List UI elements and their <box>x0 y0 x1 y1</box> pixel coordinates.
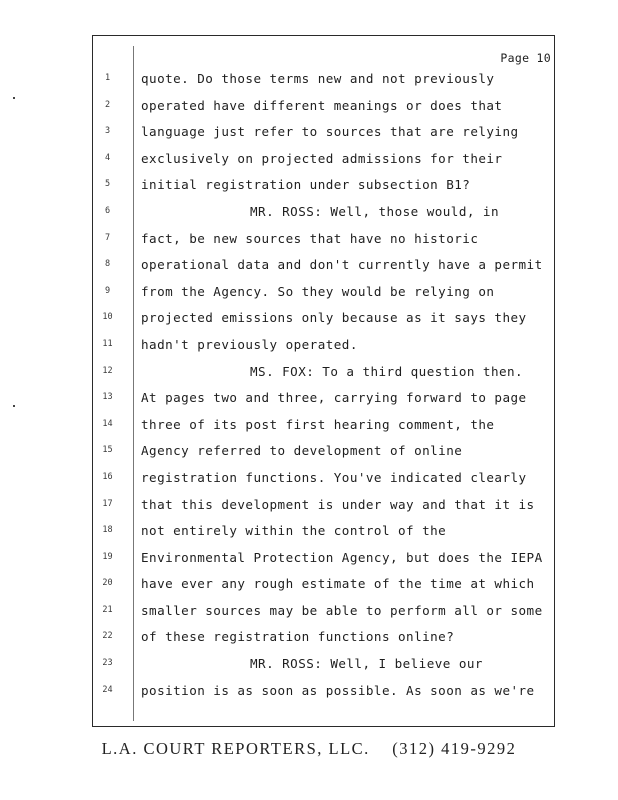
line-number: 13 <box>102 392 113 403</box>
line-number: 23 <box>102 658 113 669</box>
line-text: language just refer to sources that are relying <box>141 124 519 140</box>
transcript-line <box>93 176 554 203</box>
line-text: operated have different meanings or does that <box>141 97 503 113</box>
transcript-line <box>93 203 554 230</box>
line-text: operational data and don't currently have a permit <box>141 257 543 273</box>
line-text: exclusively on projected admissions for their <box>141 150 503 166</box>
line-number: 12 <box>102 365 113 376</box>
scan-speck <box>13 97 15 99</box>
line-text: that this development is under way and that it is <box>141 496 535 512</box>
transcript-page <box>92 35 555 727</box>
line-number: 15 <box>102 445 113 456</box>
transcript-line <box>93 256 554 283</box>
line-text: At pages two and three, carrying forward to page <box>141 390 527 406</box>
line-number: 19 <box>102 551 113 562</box>
transcript-line <box>93 655 554 682</box>
line-text: not entirely within the control of the <box>141 523 447 539</box>
line-number: 20 <box>102 578 113 589</box>
line-text: smaller sources may be able to perform all or some <box>141 602 543 618</box>
transcript-line <box>93 575 554 602</box>
line-text: registration functions. You've indicated clearly <box>141 469 527 485</box>
line-number: 6 <box>104 205 111 216</box>
transcript-line <box>93 336 554 363</box>
line-number: 22 <box>102 631 113 642</box>
speaker-line-text: MS. FOX: To a third question then. <box>250 363 524 379</box>
transcript-line <box>93 442 554 469</box>
transcript-line <box>93 97 554 124</box>
transcript-line <box>93 522 554 549</box>
page-number: Page 10 <box>500 51 551 65</box>
transcript-line <box>93 150 554 177</box>
transcript-lines <box>93 70 554 708</box>
line-text: Agency referred to development of online <box>141 443 463 459</box>
footer-spacer <box>375 739 386 758</box>
line-text: hadn't previously operated. <box>141 336 358 352</box>
line-text: of these registration functions online? <box>141 629 455 645</box>
transcript-line <box>93 123 554 150</box>
line-number: 11 <box>102 338 113 349</box>
line-text: Environmental Protection Agency, but does the IEPA <box>141 549 543 565</box>
speaker-line-text: MR. ROSS: Well, those would, in <box>250 203 499 219</box>
transcript-line <box>93 628 554 655</box>
line-text: initial registration under subsection B1? <box>141 177 471 193</box>
line-number: 17 <box>102 498 113 509</box>
line-number: 8 <box>104 259 111 270</box>
line-text: from the Agency. So they would be relying on <box>141 283 495 299</box>
transcript-line <box>93 416 554 443</box>
line-text: fact, be new sources that have no historic <box>141 230 479 246</box>
transcript-line <box>93 389 554 416</box>
scan-speck <box>13 405 15 407</box>
transcript-line <box>93 283 554 310</box>
line-number: 21 <box>102 604 113 615</box>
transcript-line <box>93 70 554 97</box>
line-number: 5 <box>104 179 111 190</box>
line-number: 3 <box>104 126 111 137</box>
reporter-phone: (312) 419-9292 <box>392 739 517 758</box>
line-text: projected emissions only because as it says they <box>141 310 527 326</box>
line-text: have ever any rough estimate of the time at which <box>141 576 535 592</box>
line-number: 10 <box>102 312 113 323</box>
line-number: 16 <box>102 471 113 482</box>
line-number: 1 <box>104 73 111 83</box>
transcript-line <box>93 363 554 390</box>
line-number: 24 <box>102 684 113 695</box>
transcript-line <box>93 682 554 709</box>
transcript-line <box>93 549 554 576</box>
line-number: 18 <box>102 525 113 536</box>
line-number: 2 <box>104 99 111 110</box>
line-number: 4 <box>104 152 111 163</box>
transcript-line <box>93 602 554 629</box>
line-number: 9 <box>104 285 111 296</box>
transcript-line <box>93 230 554 257</box>
line-text: quote. Do those terms new and not previously <box>141 71 495 86</box>
speaker-line-text: MR. ROSS: Well, I believe our <box>250 656 483 672</box>
reporter-name: L.A. COURT REPORTERS, LLC. <box>101 739 370 758</box>
transcript-line <box>93 496 554 523</box>
reporter-footer <box>0 739 618 759</box>
transcript-line <box>93 309 554 336</box>
line-text: three of its post first hearing comment, the <box>141 416 495 432</box>
line-number: 7 <box>104 232 111 243</box>
transcript-line <box>93 469 554 496</box>
line-number: 14 <box>102 418 113 429</box>
line-text: position is as soon as possible. As soon as we're <box>141 682 535 698</box>
